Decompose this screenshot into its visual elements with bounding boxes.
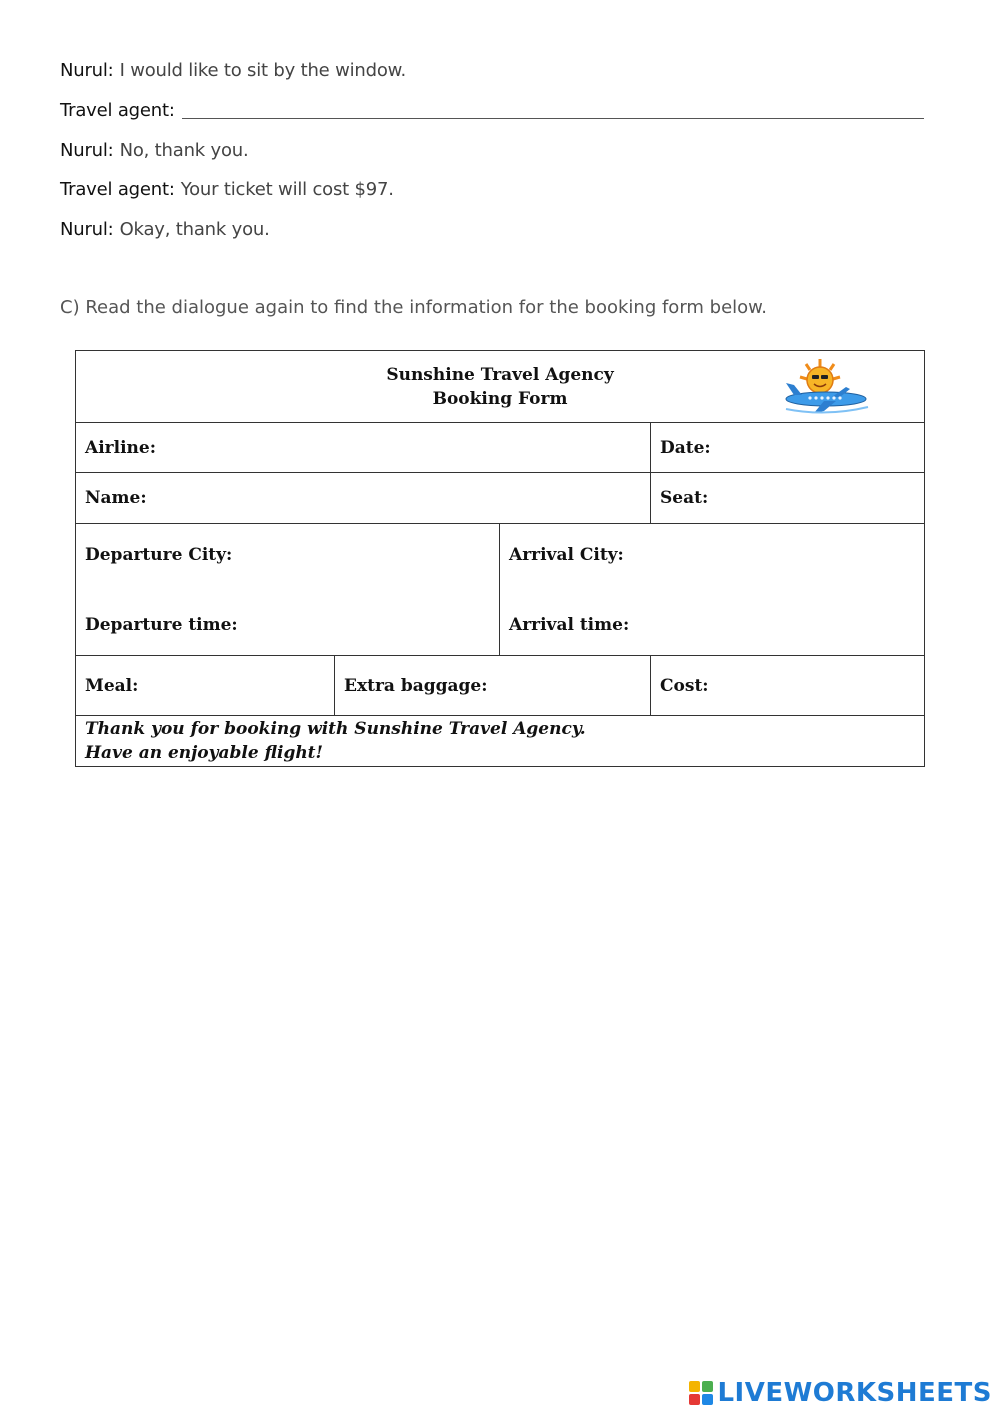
speaker-label: Nurul: (60, 140, 114, 161)
dialogue-text: Okay, thank you. (119, 219, 270, 240)
speaker-label: Travel agent: (60, 179, 175, 200)
departure-city-label: Departure City: (85, 544, 233, 565)
speaker-label: Nurul: (60, 60, 114, 81)
arrival-cell[interactable] (500, 524, 925, 656)
speaker-label: Nurul: (60, 219, 114, 240)
liveworksheets-logo-icon (689, 1381, 713, 1405)
departure-cell[interactable] (76, 524, 500, 656)
extra-baggage-cell[interactable] (335, 656, 651, 716)
dialogue-text: Your ticket will cost $97. (180, 179, 394, 200)
dialogue-line-1 (60, 60, 406, 81)
liveworksheets-logo (689, 1378, 992, 1408)
booking-form (75, 350, 925, 767)
seat-label: Seat: (660, 488, 709, 508)
airline-label: Airline: (85, 437, 156, 458)
meal-cell[interactable] (76, 656, 335, 716)
dialogue-line-3 (60, 140, 249, 161)
arrival-time-label: Arrival time: (509, 614, 630, 635)
name-cell[interactable] (76, 473, 651, 524)
cost-label: Cost: (660, 675, 709, 696)
instruction-text: C) Read the dialogue again to find the information for the booking form below. (60, 297, 767, 318)
seat-cell[interactable] (651, 473, 925, 524)
speaker-label: Travel agent: (60, 100, 175, 121)
date-label: Date: (660, 437, 711, 458)
form-header (76, 351, 925, 423)
footer-thanks: Thank you for booking with Sunshine Travel Agency. (85, 719, 586, 739)
dialogue-line-4 (60, 179, 394, 200)
airline-cell[interactable] (76, 423, 651, 473)
answer-blank-line[interactable] (182, 118, 924, 119)
name-label: Name: (85, 488, 147, 508)
footer-wish: Have an enjoyable flight! (85, 743, 323, 763)
date-cell[interactable] (651, 423, 925, 473)
liveworksheets-brand-name: LIVEWORKSHEETS (717, 1378, 992, 1408)
departure-time-label: Departure time: (85, 614, 238, 635)
arrival-city-label: Arrival City: (509, 544, 624, 565)
extra-baggage-label: Extra baggage: (344, 675, 488, 696)
meal-label: Meal: (85, 675, 139, 696)
form-title: Booking Form (432, 388, 568, 409)
sun-airplane-icon (776, 355, 874, 417)
dialogue-text: No, thank you. (119, 140, 249, 161)
agency-name: Sunshine Travel Agency (386, 364, 614, 385)
form-footer (76, 716, 925, 767)
dialogue-line-2 (60, 100, 181, 121)
cost-cell[interactable] (651, 656, 925, 716)
dialogue-line-5 (60, 219, 270, 240)
dialogue-text: I would like to sit by the window. (119, 60, 407, 81)
